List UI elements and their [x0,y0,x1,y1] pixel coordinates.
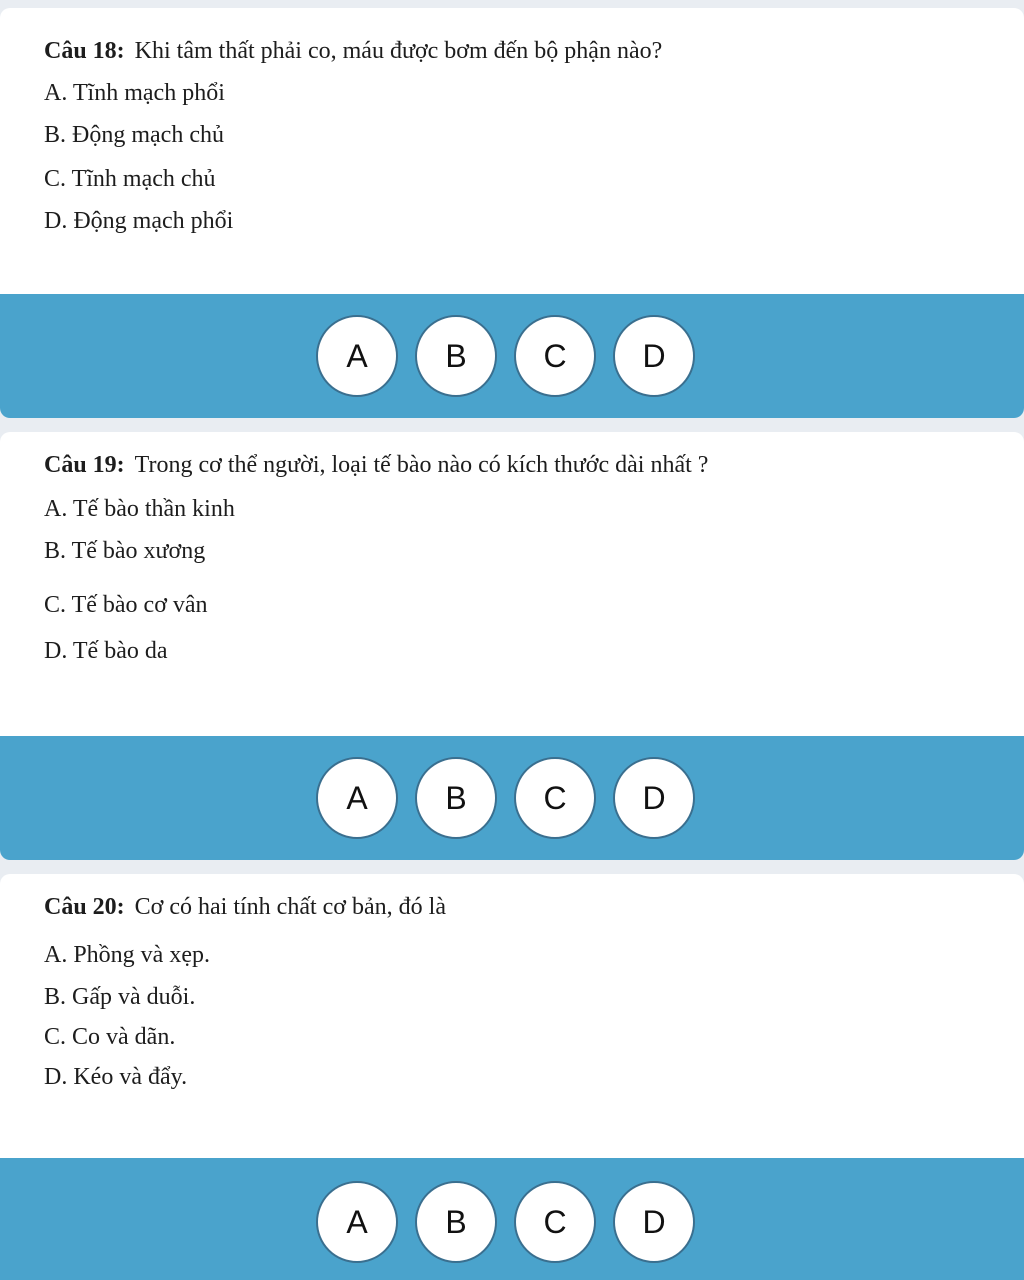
question-card-20 [0,874,1024,1280]
choice-d-button[interactable]: D [613,1181,695,1263]
question-title [44,38,662,65]
choice-b-button[interactable]: B [415,757,497,839]
choice-c-button[interactable]: C [514,757,596,839]
question-title [44,894,446,921]
answer-bar [0,1158,1024,1280]
choice-c-button[interactable]: C [514,315,596,397]
option-d: D. Kéo và đẩy. [44,1064,188,1090]
question-card-18 [0,8,1024,418]
choice-d-button[interactable]: D [613,315,695,397]
option-d: D. Tế bào da [44,638,168,664]
question-number: Câu 19: [44,452,125,478]
question-text: Khi tâm thất phải co, máu được bơm đến bộ phận nào? [134,38,663,64]
answer-bar [0,736,1024,860]
option-b: B. Tế bào xương [44,538,206,564]
question-number: Câu 20: [44,894,125,920]
option-c: C. Tế bào cơ vân [44,592,208,618]
option-b: B. Gấp và duỗi. [44,984,196,1010]
answer-bar [0,294,1024,418]
option-c: C. Tĩnh mạch chủ [44,166,216,192]
question-text: Trong cơ thể người, loại tế bào nào có kích thước dài nhất ? [134,452,709,478]
option-a: A. Phồng và xẹp. [44,942,210,968]
option-b: B. Động mạch chủ [44,122,224,148]
option-a: A. Tế bào thần kinh [44,496,235,522]
choice-b-button[interactable]: B [415,315,497,397]
option-a: A. Tĩnh mạch phổi [44,80,225,106]
choice-a-button[interactable]: A [316,1181,398,1263]
choice-c-button[interactable]: C [514,1181,596,1263]
question-card-19 [0,432,1024,860]
choice-a-button[interactable]: A [316,315,398,397]
option-d: D. Động mạch phổi [44,208,234,234]
question-text: Cơ có hai tính chất cơ bản, đó là [134,894,446,920]
question-number: Câu 18: [44,38,125,64]
option-c: C. Co và dãn. [44,1024,176,1050]
question-title [44,452,708,479]
choice-b-button[interactable]: B [415,1181,497,1263]
choice-d-button[interactable]: D [613,757,695,839]
choice-a-button[interactable]: A [316,757,398,839]
